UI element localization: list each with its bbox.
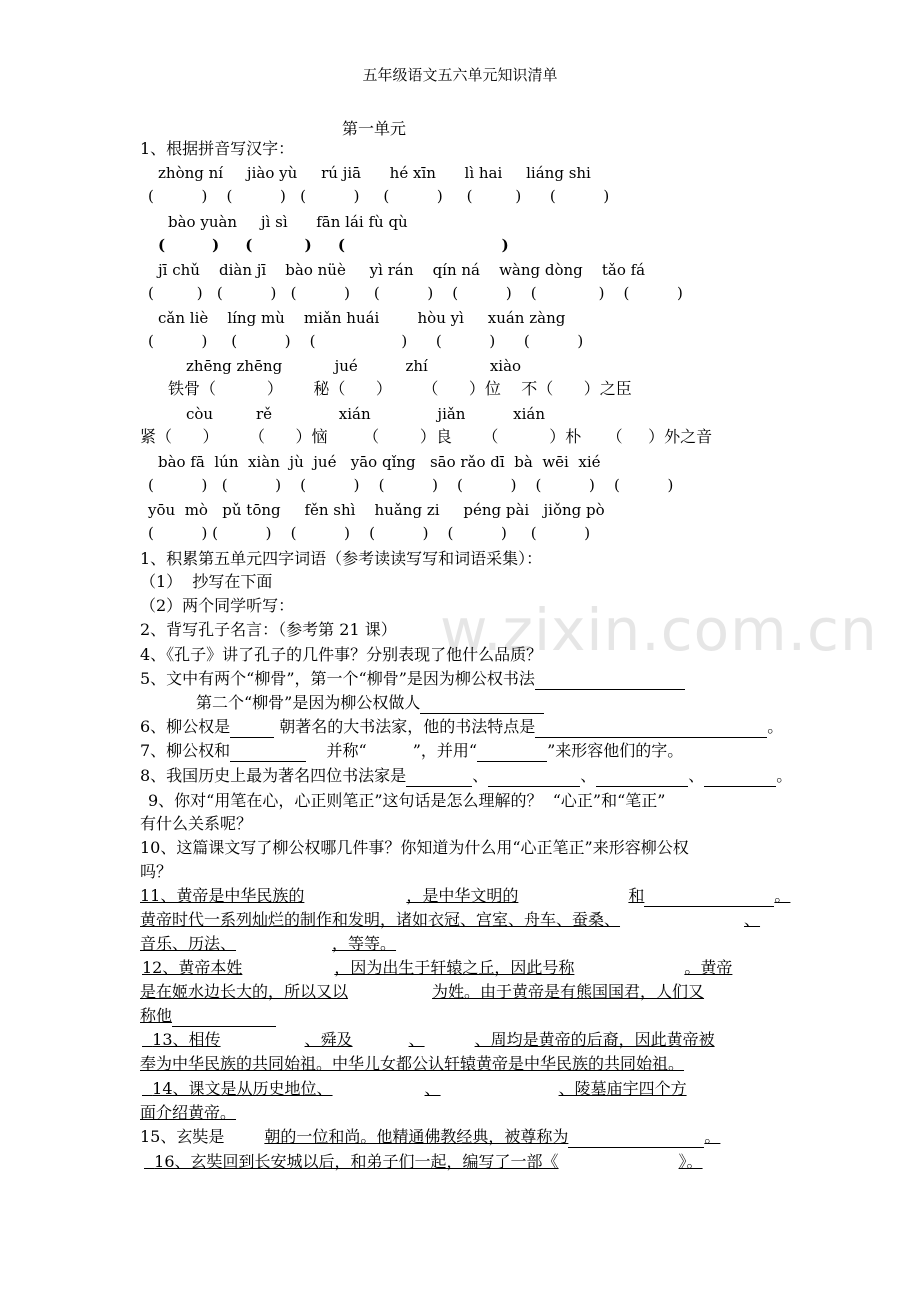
answer-blank[interactable] [620,915,744,931]
separator: 、 [472,766,489,785]
question-text: 、周均是黄帝的后裔，因此黄帝被 [474,1030,715,1049]
question-text: 第二个“柳骨”是因为柳公权做人 [196,693,421,712]
character-fill-row: 紧（ ） （ ）恼 （ ）良 （ ）朴 （ ）外之音 [140,427,713,446]
question-text: 朝著名的大书法家，他的书法特点是 [279,717,536,736]
answer-brackets-row: ( ) ( ) ( ) [158,236,509,254]
question-text: 黄帝时代一系列灿烂的制作和发明，诸如衣冠、宫室、舟车、蚕桑、 [140,910,621,929]
pinyin-row: cǎn liè líng mù miǎn huái hòu yì xuán zàng [158,309,566,327]
pinyin-row: yōu mò pǔ tōng fěn shì huǎng zi péng pài jiǒng pò [148,501,605,519]
question-text: 15、玄奘是 [140,1127,225,1146]
separator: 、 [580,766,597,785]
answer-blank[interactable] [535,721,767,738]
question-pen-heart-cont: 有什么关系呢？ [140,814,253,833]
question-text: 16、玄奘回到长安城以后，和弟子们一起，编写了一部《 [154,1152,559,1171]
answer-brackets-row: ( ) ( ) ( ) ( ) ( ) ( ) ( ) [148,284,683,302]
question-huangdi-name-cont [140,981,704,1003]
question-text: ，等等。 [332,934,397,953]
question-huangdi-name-end [140,1005,276,1027]
question-text: 、舜及 [304,1030,353,1049]
answer-blank[interactable] [353,1035,409,1051]
answer-blank[interactable] [644,890,774,907]
answer-blank[interactable] [420,697,544,714]
question-text: 、 [424,1079,441,1098]
document-title: 五年级语文五六单元知识清单 [362,66,558,84]
answer-blank[interactable] [406,770,472,787]
question-confucius-quotes: 2、背写孔子名言：（参考第 21 课） [140,620,397,639]
answer-blank[interactable] [236,939,332,955]
pinyin-row: jī chǔ diàn jī bào nüè yì rán qín ná wàng dòng tǎo fá [158,261,646,279]
question-text: 8、我国历史上最为著名四位书法家是 [140,766,407,785]
question-text: 6、柳公权是 [140,717,231,736]
answer-blank[interactable] [559,1157,679,1173]
watermark: w.zixin.com.cn [440,596,878,664]
question-descendants [142,1029,715,1051]
question-text: 。 [776,766,793,785]
question-text: 14、课文是从历史地位、 [152,1079,333,1098]
pinyin-row: còu rě xián jiǎn xián [186,405,546,423]
question-text: 11、黄帝是中华民族的 [140,886,305,905]
question-liugu-second [196,692,544,714]
question-text: 。 [774,886,791,905]
question-text: 和 [628,886,645,905]
question-text: 朝的一位和尚。他精通佛教经典，被尊称为 [264,1127,569,1146]
answer-blank[interactable] [348,987,432,1003]
question-text: 。 [767,717,784,736]
question-text-structure [142,1078,687,1100]
question-text: ，是中华文明的 [406,886,519,905]
question-idioms-dictation: （2）两个同学听写： [140,596,295,615]
question-text: 5、文中有两个“柳骨”，第一个“柳骨”是因为柳公权书法 [140,669,535,688]
answer-brackets-row: ( ) ( ) ( ) ( ) ( ) [148,332,584,350]
question-huangdi-name [142,957,732,979]
question-xuanzang [140,1126,720,1148]
pinyin-row: bào yuàn jì sì fān lái fù qù [168,213,408,231]
pinyin-row: zhēng zhēng jué zhí xiào [186,357,522,375]
question-text: 、 [744,910,761,929]
answer-blank[interactable] [535,673,685,690]
answer-blank[interactable] [574,963,684,979]
question-liugu [140,668,685,690]
question-text: 并称“ [326,741,367,760]
question-huangdi-inventions [140,909,760,931]
separator: 、 [688,766,705,785]
answer-blank[interactable] [367,746,413,762]
unit-title: 第一单元 [342,119,407,138]
answer-brackets-row: ( ) ( ) ( ) ( ) ( ) ( ) ( ) [148,476,674,494]
answer-brackets-row: ( ) ( ) ( ) ( ) ( ) ( ) [148,524,591,542]
question-text-structure-cont: 面介绍黄帝。 [140,1103,237,1122]
question-text: 、陵墓庙宇四个方 [558,1079,687,1098]
answer-blank[interactable] [477,745,547,762]
question-text: 为姓。由于黄帝是有熊国国君，人们又 [432,982,705,1001]
question-text: 。黄帝 [684,958,733,977]
answer-blank[interactable] [230,745,306,762]
question-liugongquan [140,716,783,738]
question-huangdi [140,885,790,907]
question-descendants-cont: 奉为中华民族的共同始祖。中华儿女都公认轩辕黄帝是中华民族的共同始祖。 [140,1054,685,1073]
question-text: ”，并用“ [412,741,478,760]
answer-blank[interactable] [568,1131,704,1148]
question-events-cont: 吗？ [140,862,173,881]
question-text: ，因为出生于轩辕之丘，因此号称 [334,958,575,977]
question-text: 称他 [140,1006,173,1025]
question-text: 。 [704,1127,721,1146]
question-text: 、 [408,1030,425,1049]
answer-blank[interactable] [304,891,406,907]
answer-blank[interactable] [704,770,776,787]
question-text: ”来形容他们的字。 [547,741,684,760]
answer-brackets-row: ( ) ( ) ( ) ( ) ( ) ( ) [148,187,610,205]
answer-blank[interactable] [596,770,688,787]
question-text: 7、柳公权和 [140,741,231,760]
question-huangdi-inventions-cont [140,933,396,955]
answer-blank[interactable] [221,1035,305,1051]
answer-blank[interactable] [425,1035,475,1051]
question-four-calligraphers [140,765,792,787]
character-fill-row: 铁骨（ ） 秘（ ） （ ）位 不（ ）之臣 [168,379,632,398]
question-idioms: 1、积累第五单元四字词语（参考读读写写和词语采集）： [140,549,543,568]
pinyin-row: zhòng ní jiào yù rú jiā hé xīn lì hai liáng shi [158,164,591,182]
question-events: 10、这篇课文写了柳公权哪几件事？你知道为什么用“心正笔正”来形容柳公权 [140,838,689,857]
question-yanliu [140,740,683,762]
question-idioms-copy: （1） 抄写在下面 [140,572,273,591]
question-pinyin-title: 1、根据拼音写汉字： [140,139,295,158]
pinyin-row: bào fā lún xiàn jù jué yāo qǐng sāo rǎo dī bà wēi xié [158,453,601,471]
question-text: 是在姬水边长大的，所以又以 [140,982,349,1001]
question-text: 13、相传 [152,1030,221,1049]
answer-blank[interactable] [488,770,580,787]
answer-blank[interactable] [333,1084,425,1100]
question-text: 》。 [678,1152,703,1171]
question-text: 12、黄帝本姓 [142,958,243,977]
answer-blank[interactable] [441,1084,559,1100]
question-confucius-story: 4、《孔子》讲了孔子的几件事？分别表现了他什么品质？ [140,645,543,664]
question-text: 音乐、历法、 [140,934,237,953]
answer-blank[interactable] [242,963,334,979]
question-xuanzang-book [144,1151,703,1173]
question-pen-heart: 9、你对“用笔在心，心正则笔正”这句话是怎么理解的？ “心正”和“笔正” [148,791,666,810]
answer-blank[interactable] [230,721,274,738]
answer-blank[interactable] [172,1010,276,1027]
answer-blank[interactable] [518,891,628,907]
